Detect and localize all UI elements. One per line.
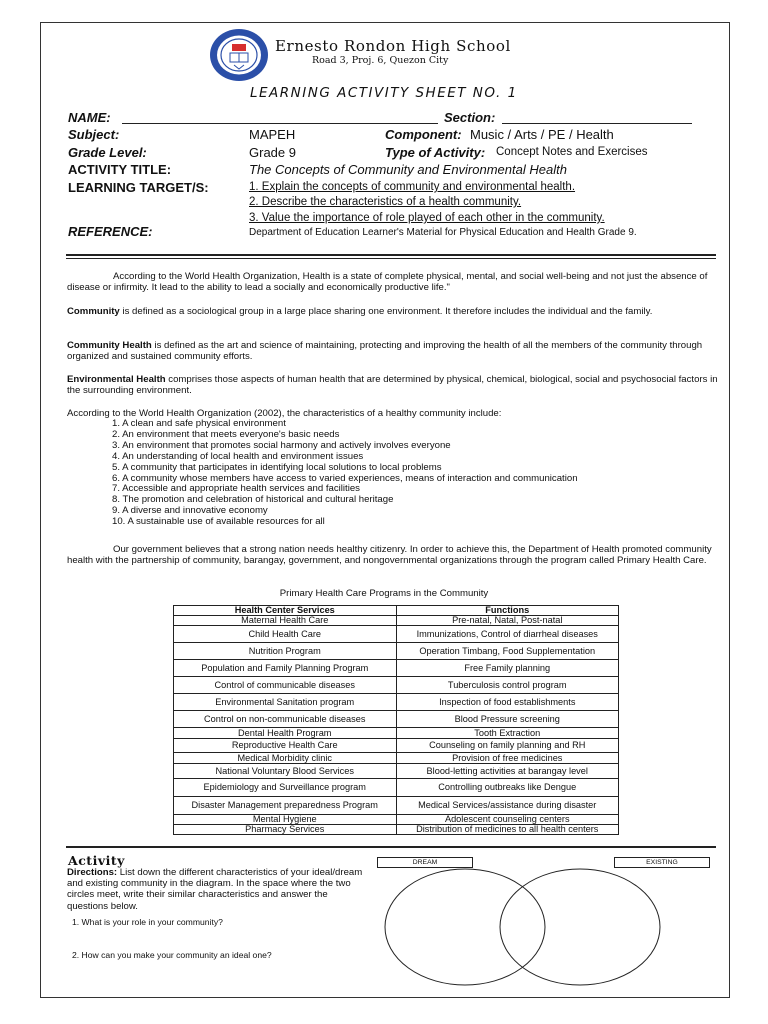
list-item: 9. A diverse and innovative economy [112, 505, 268, 517]
health-programs-table [173, 605, 619, 835]
table-row [174, 660, 619, 677]
service-cell: Population and Family Planning Program [174, 660, 397, 677]
service-cell: Control on non-communicable diseases [174, 711, 397, 728]
table-row [174, 815, 619, 825]
table-row [174, 825, 619, 835]
table-row [174, 711, 619, 728]
divider-bottom [66, 258, 716, 259]
learning-target-1: 1. Explain the concepts of community and environmental health. [249, 181, 576, 193]
service-cell: National Voluntary Blood Services [174, 764, 397, 779]
activity-title: Activity [68, 853, 125, 868]
table-row [174, 643, 619, 660]
divider-top [66, 254, 716, 256]
grade-label: Grade Level: [68, 145, 147, 160]
activity-title-label: ACTIVITY TITLE: [68, 162, 172, 177]
service-cell: Epidemiology and Surveillance program [174, 779, 397, 797]
service-cell: Medical Morbidity clinic [174, 753, 397, 764]
list-item: 1. A clean and safe physical environment [112, 418, 286, 429]
table-caption: Primary Health Care Programs in the Community [279, 588, 489, 599]
intro-paragraph: According to the World Health Organization, Health is a state of complete physical, mental, and social well-being and not just the absence of disease or infirmity. It lead to the ability to lead a socially and economically productive life." [67, 271, 708, 294]
section-label: Section: [444, 110, 496, 125]
activity-divider [66, 846, 716, 848]
function-cell: Free Family planning [396, 660, 619, 677]
list-item: 4. An understanding of local health and environment issues [112, 450, 364, 462]
name-label: NAME: [68, 110, 111, 125]
reference-label: REFERENCE: [68, 224, 153, 239]
sheet-title: LEARNING ACTIVITY SHEET NO. 1 [250, 85, 518, 101]
venn-label-dream: DREAM [377, 857, 473, 868]
service-cell: Mental Hygiene [174, 815, 397, 825]
school-address: Road 3, Proj. 6, Quezon City [312, 55, 449, 66]
function-cell: Adolescent counseling centers [396, 815, 619, 825]
service-cell: Control of communicable diseases [174, 677, 397, 694]
name-blank[interactable] [122, 111, 438, 124]
table-row [174, 677, 619, 694]
table-header-row [174, 606, 619, 616]
function-cell: Tooth Extraction [396, 728, 619, 739]
service-cell: Child Health Care [174, 626, 397, 643]
community-paragraph: Community is defined as a sociological group in a large place sharing one environment. It therefore includes the individual and the family. [67, 306, 653, 317]
subject-value: MAPEH [249, 127, 296, 142]
list-item: 10. A sustainable use of available resources for all [112, 516, 325, 528]
school-name: Ernesto Rondon High School [275, 37, 511, 55]
table-row [174, 779, 619, 797]
service-cell: Environmental Sanitation program [174, 694, 397, 711]
grade-value: Grade 9 [249, 145, 296, 160]
function-cell: Distribution of medicines to all health centers [396, 825, 619, 835]
function-cell: Medical Services/assistance during disaster [396, 797, 619, 815]
community-health-paragraph: Community Health is defined as the art and science of maintaining, protecting and improving the health of all the members of the community through organized and sustained community efforts. [67, 340, 703, 363]
table-row [174, 626, 619, 643]
list-item: 3. An environment that promotes social harmony and actively involves everyone [112, 439, 451, 451]
characteristics-intro: According to the World Health Organization (2002), the characteristics of a healthy community include: [67, 408, 502, 419]
question-1: 1. What is your role in your community? [72, 917, 223, 927]
function-cell: Blood Pressure screening [396, 711, 619, 728]
service-cell: Pharmacy Services [174, 825, 397, 835]
service-cell: Reproductive Health Care [174, 739, 397, 753]
venn-diagram [380, 855, 700, 990]
service-cell: Disaster Management preparedness Program [174, 797, 397, 815]
activity-type-value: Concept Notes and Exercises [496, 146, 648, 158]
venn-label-existing: EXISTING [614, 857, 710, 868]
reference-value: Department of Education Learner's Material for Physical Education and Health Grade 9. [249, 227, 637, 238]
dream-circle [385, 869, 545, 985]
column-header-functions: Functions [396, 606, 619, 616]
list-item: 7. Accessible and appropriate health services and facilities [112, 483, 360, 495]
function-cell: Controlling outbreaks like Dengue [396, 779, 619, 797]
function-cell: Provision of free medicines [396, 753, 619, 764]
service-cell: Dental Health Program [174, 728, 397, 739]
learning-target-3: 3. Value the importance of role played of each other in the community. [249, 212, 605, 224]
characteristics-list [112, 419, 672, 528]
column-header-services: Health Center Services [174, 606, 397, 616]
function-cell: Pre-natal, Natal, Post-natal [396, 616, 619, 626]
table-row [174, 694, 619, 711]
table-row [174, 728, 619, 739]
list-item: 6. A community whose members have access to varied experiences, means of interaction and communication [112, 472, 578, 484]
function-cell: Tuberculosis control program [396, 677, 619, 694]
list-item: 8. The promotion and celebration of historical and cultural heritage [112, 494, 394, 506]
function-cell: Inspection of food establishments [396, 694, 619, 711]
function-cell: Blood-letting activities at barangay level [396, 764, 619, 779]
existing-circle [500, 869, 660, 985]
learning-target-2: 2. Describe the characteristics of a health community. [249, 196, 522, 208]
table-row [174, 616, 619, 626]
list-item: 2. An environment that meets everyone's basic needs [112, 428, 340, 440]
activity-type-label: Type of Activity: [385, 145, 486, 160]
environmental-health-paragraph: Environmental Health comprises those aspects of human health that are determined by physical, chemical, biological, social and psychosocial factors in the surrounding environment. [67, 374, 718, 397]
learning-targets-label: LEARNING TARGET/S: [68, 180, 209, 195]
component-label: Component: [385, 127, 462, 142]
government-paragraph: Our government believes that a strong nation needs healthy citizenry. In order to achieve this, the Department of Health promoted community health with the partnership of community, barangay, government, and nongovernmental organizations through the program called Primary Health Care. [67, 544, 712, 567]
service-cell: Nutrition Program [174, 643, 397, 660]
table-row [174, 797, 619, 815]
list-item: 5. A community that participates in identifying local solutions to local problems [112, 461, 442, 473]
school-seal-icon [208, 27, 270, 83]
activity-directions: Directions: List down the different characteristics of your ideal/dream and existing community in the diagram. In the space where the two circles meet, write their similar characteristics and answer the questions below. [67, 867, 363, 912]
table-row [174, 753, 619, 764]
function-cell: Counseling on family planning and RH [396, 739, 619, 753]
component-value: Music / Arts / PE / Health [470, 127, 614, 142]
question-2: 2. How can you make your community an ideal one? [72, 950, 272, 960]
function-cell: Operation Timbang, Food Supplementation [396, 643, 619, 660]
subject-label: Subject: [68, 127, 120, 142]
function-cell: Immunizations, Control of diarrheal diseases [396, 626, 619, 643]
section-blank[interactable] [502, 111, 692, 124]
table-row [174, 764, 619, 779]
activity-title-value: The Concepts of Community and Environmental Health [249, 162, 567, 177]
table-row [174, 739, 619, 753]
service-cell: Maternal Health Care [174, 616, 397, 626]
